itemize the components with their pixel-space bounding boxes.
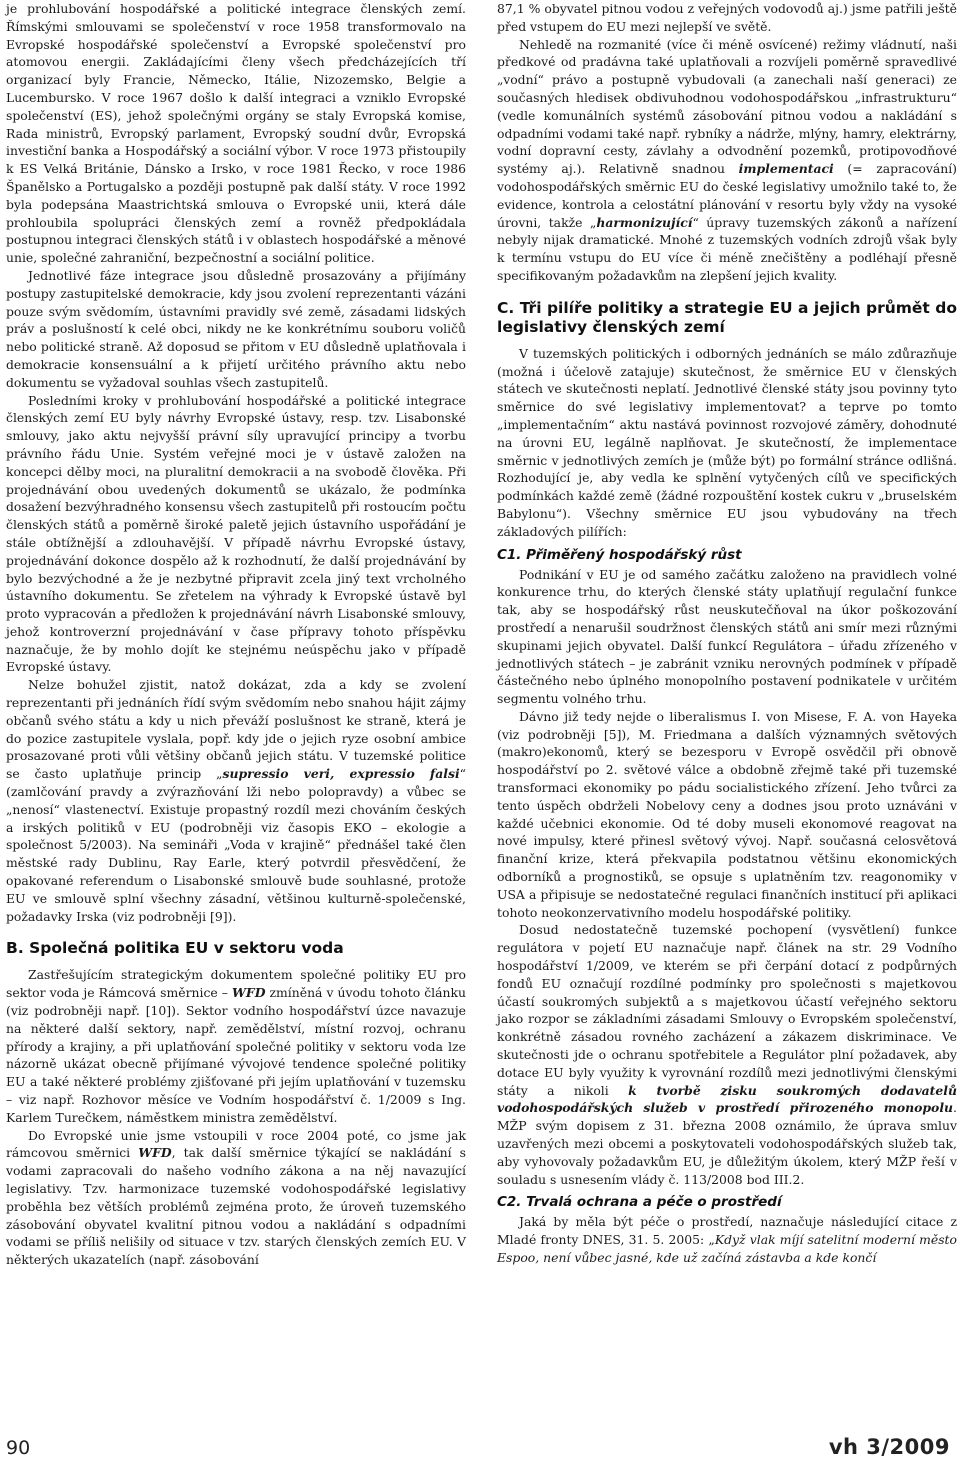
text-run: Dosud nedostatečně tuzemské pochopení (vysvětlení) funkce regulátora v pojetí EU naznačuje např. článek na str. 29 Vodního hospodářství 1/2009, ve kterém se při čerpání dotací z podpůrných fondů EU označují rozdílné podmínky pro společnosti s majetkovou účastí soukromých subjektů a s majetkovou účastí veřejného sektoru jako rozpor se základními zásadami Smlouvy o Evropském společenství, konkrétně zásadou rovného zacházení a zákazem diskriminace. Ve skutečnosti jde o ochranu spotřebitele a Regulátor plní požadavek, aby dotace EU byly využity k vyrovnání rozdílů mezi jednotlivými členskými státy a nikoli — [497, 922, 957, 1098]
paragraph: 87,1 % obyvatel pitnou vodou z veřejných vodovodů aj.) jsme patřili ještě před vstupem do EU mezi nejlepší ve světě. — [497, 1, 957, 34]
emphasis-text: supressio veri, expressio falsi — [222, 766, 460, 782]
paragraph: je prohlubování hospodářské a politické integrace členských zemí. Římskými smlouvami se společenství v roce 1958 transformovalo na Evropské hospodářské společenství a Evropské společenství pro atomovou energii. Zakládajícími členy všech předcházejících tří organizací byly Francie, Německo, Itálie, Nizozemsko, Belgie a Lucembursko. V roce 1967 došlo k další integraci a vzniklo Evropské společenství (ES), jehož společnými orgány se staly Evropská komise, Rada ministrů, Evropský parlament, Evropský soudní dvůr, Evropská investiční banka a Hospodářský a sociální výbor. V roce 1973 přistoupily k ES Velká Británie, Dánsko a Irsko, v roce 1981 Řecko, v roce 1986 Španělsko a Portugalsko a později postupně pak další státy. V roce 1992 byla podepsána Maastrichtská smlouva o Evropské unii, která dále prohloubila spolupráci členských zemí a rovněž předpokládala postupnou integraci členských států i v oblastech hospodářské a měnové unie, společné zahraniční, bezpečnostní a sociální politice. — [6, 1, 466, 266]
text-run: zmíněná v úvodu tohoto článku (viz podrobněji např. [10]). Sektor vodního hospodářství úzce navazuje na některé další sektory, např. zemědělství, místní rozvoj, ochranu přírody a krajiny, a při uplatňování společné politiky v sektoru voda lze názorně ukázat obecně přijímané vývojové tendence společné politiky EU a také některé problémy zjišťované při jejím uplatňování v tuzemsku – viz např. Rozhovor měsíce ve Vodním hospodářství č. 1/2009 s Ing. Karlem Turečkem, náměstkem ministra zemědělství. — [6, 985, 466, 1125]
paragraph: V tuzemských politických i odborných jednáních se málo zdůrazňuje (možná i účelově zatajuje) skutečnost, že směrnice EU v členských státech ve skutečnosti neplatí. Jednotlivé členské státy jsou povinny tyto směrnice do své legislativy implementovat? a teprve po tomto „implementačním“ aktu nastává povinnost rozvojové záměry, dohodnuté na úrovni EU, legálně naplňovat. Je skutečností, že implementace směrnic v jednotlivých zemích je (může být) po formální stránce odlišná. Rozhodující je, aby vedla ke splnění vytyčených cílů ve specifických podmínkách každé země (žádné rozpouštění kostek cukru v „bruselském Babylonu“). Všechny směrnice EU jsou vybudovány na třech základových pilířích: — [497, 345, 957, 539]
emphasis-text: harmonizující — [596, 214, 693, 230]
section-heading-c: C. Tři pilíře politiky a strategie EU a jejich průmět do legislativy členských zemí — [497, 298, 957, 336]
text-run: “ úpravy tuzemských zákonů a nařízení nebyly nijak dramatické. Mnohé z tuzemských vodních zdrojů však byly k termínu vstupu do EU více či méně znečištěny a podléhají přesně specifikovaným požadavkům na zlepšení jejich kvality. — [497, 214, 957, 283]
text-run: . MŽP svým dopisem z 31. března 2008 oznámilo, že úprava smluv uzavřených mezi obcemi a poskytovateli vodohospodářských služeb tak, aby vyhovovaly požadavkům EU, je důležitým úkolem, který MŽP řeší v souladu s usnesením vlády č. 113/2008 bod III.2. — [497, 1100, 957, 1187]
text-run: Zastřešujícím strategickým dokumentem společné politiky EU pro sektor voda je Rámcová směrnice – — [6, 967, 466, 1001]
quote-text: Když vlak míjí satelitní moderní město Espoo, není vůbec jasné, kde už začíná zástavba a kde končí — [497, 1232, 957, 1265]
text-run: (= zapracování) vodohospodářských směrnic EU do české legislativy umožnilo také to, že evidence, kontrola a celostátní plánování v resortu byly vždy na vysoké úrovni, takže „ — [497, 161, 957, 230]
subsection-heading-c1: C1. Přiměřený hospodářský růst — [497, 546, 742, 563]
paragraph: Posledními kroky v prohlubování hospodářské a politické integrace členských zemí EU byly návrhy Evropské ústavy, resp. tzv. Lisabonské smlouvy, jako aktu nejvyšší právní síly upravující principy a tvorbu právního řádu Unie. Systém veřejné moci je v ústavě založen na koncepci dělby moci, na pluralitní demokracii a na svobodě člověka. Při projednávání obou uvedených dokumentů se ukázalo, že podmínka dosažení bezvýhradného konsensu všech zastupitelů při rostoucím počtu členských států a poměrně široké paletě jejich ústavního uspořádání je stále obtížnější a zdlouhavější. V případě návrhu Evropské ústavy, projednávání dokonce dospělo až k rozhodnutí, že další projednávání by bylo bezvýchodné a že je nezbytné připravit zcela jiný text vrcholného ústavního dokumentu. Se zřetelem na výhrady k Evropské ústavě byl proto vypracován a předložen k projednávání návrh Lisabonské smlouvy, jehož kontroverzní projednávání v čase přípravy tohoto příspěvku naznačuje, že by mohlo dojít ke stejnému neúspěchu jako v případě Evropské ústavy. — [6, 392, 466, 675]
emphasis-text: k tvorbě zisku soukromých dodavatelů vodohospodářských služeb v prostředí přirozeného monopolu — [497, 1082, 957, 1116]
text-run: Jaká by měla být péče o prostředí, naznačuje následující citace z Mladé fronty DNES, 31. 5. 2005: „ — [497, 1214, 957, 1248]
left-column — [6, 0, 466, 1269]
emphasis-text: WFD — [138, 1145, 172, 1161]
section-heading-b: B. Společná politika EU v sektoru voda — [6, 939, 344, 958]
paragraph: Dávno již tedy nejde o liberalismus I. von Misese, F. A. von Hayeka (viz podrobněji [5]), M. Friedmana a dalších významných světových (makro)ekonomů, který se bezesporu v Evropě osvědčil při obnově hospodářství po 2. světové válce a obdobně zřejmě také při tuzemské transformaci ekonomiky po pádu socialistického zřízení. Jeho tvůrci za tento úspěch obdrželi Nobelovy ceny a dodnes jsou proto uznáváni v každé učebnici ekonomie. Od té doby museli ekonomové reagovat na nové impulsy, které přinesl světový vývoj. Např. současná celosvětová finanční krize, která překvapila podstatnou většinu ekonomických odborníků a prognostiků, se opsuje s uplatněním tzv. reagonomiky v USA a připisuje se nedostatečné regulaci finančních institucí při aplikaci tohoto neokonzervativního modelu hospodářské politiky. — [497, 708, 957, 920]
paragraph — [6, 676, 466, 925]
page-number: 90 — [6, 1437, 31, 1459]
text-run: “ (zamlčování pravdy a zvýrazňování lži nebo polopravdy) a vůbec se „nenosí“ vlastenectví. Existuje propastný rozdíl mezi chováním českých a irských politiků v EU (podrobněji viz časopis EKO – ekologie a společnost 5/2003). Na semináři „Voda v krajině“ přednášel také člen městské rady Dublinu, Ray Earle, který potvrdil přesvědčení, že opakované referendum o Lisabonské smlouvě bude souhlasné, protože EU ve smlouvě splní všechny zásadní, většinou kulturně-společenské, požadavky Irska (viz podrobněji [9]). — [6, 766, 467, 924]
paragraph — [497, 36, 957, 285]
paragraph — [6, 1127, 466, 1269]
emphasis-text: WFD — [232, 985, 266, 1001]
paragraph: Jednotlivé fáze integrace jsou důsledně prosazovány a přijímány postupy zastupitelské demokracie, kdy jsou zvolení reprezentanti vázáni pouze svým svědomím, ústavními pravidly své země, zásadami lidských práv a poslušností k celé obci, nikdy ne ke konkrétnímu souboru voličů nebo politické straně. Až doposud se přitom v EU důsledně uplatňovala i demokracie konsensuální a k přijetí určitého právního aktu nebo dokumentu se vyžadoval souhlas všech zastupitelů. — [6, 267, 466, 390]
paragraph — [497, 1213, 957, 1266]
paragraph: Podnikání v EU je od samého začátku založeno na pravidlech volné konkurence trhu, do kterých členské státy uplatňují regulační funkce tak, aby se hospodářský růst neuskutečňoval na úkor poškozování prostředí a nenarušil soudržnost členských států ani smír mezi různými skupinami jejich obyvatel. Další funkcí Regulátora – úřadu zřízeného v jednotlivých státech – je zabránit vzniku nerovných podmínek v případě částečného nebo úplného monopolního postavení podnikatele v určitém segmentu volného trhu. — [497, 566, 957, 707]
right-column — [497, 0, 957, 1267]
text-run: Nehledě na rozmanité (více či méně osvícené) režimy vládnutí, naši předkové od pradávna také uplatňovali a rozvíjeli poměrně spravedlivé „vodní“ právo a postupně vybudovali (a zanechali naší generaci) ze současných hledisek obdivuhodnou vodohospodářskou „infrastrukturu“ (vedle komunálních systémů zásobování pitnou vodou a nakládání s odpadními vodami také např. rybníky a nádrže, mlýny, hamry, elektrárny, vodní dopravní cesty, závlahy a odvodnění pozemků, protipovodňové systémy aj.). Relativně snadnou — [497, 36, 957, 177]
emphasis-text: implementaci — [738, 161, 834, 177]
journal-issue: vh 3/2009 — [828, 1435, 950, 1459]
paragraph — [6, 966, 466, 1126]
paragraph — [497, 921, 957, 1188]
text-run: , tak další směrnice týkající se nakládání s vodami zapracovali do našeho vodního zákona a na něj navazující legislativy. Tzv. harmonizace tuzemské vodohospodářské legislativy proběhla bez větších problémů zejména proto, že úroveň tuzemského zásobování obyvatel kvalitní pitnou vodou a nakládání s odpadními vodami se příliš nelišily od situace v tzv. starých členských zemích EU. V některých ukazatelích (např. zásobování — [6, 1145, 466, 1268]
text-run: Nelze bohužel zjistit, natož dokázat, zda a kdy se zvolení reprezentanti při jednáních řídí svým svědomím nebo snahou hájit zájmy občanů svého státu a kdy u nich převáží poslušnost ke straně, která je do pozice zastupitele vyslala, popř. kdy jde o jejich ryze osobní ambice prosazované proti vůli většiny občanů jejich státu. V tuzemské politice se často uplatňuje princip „ — [6, 677, 466, 782]
text-run: Do Evropské unie jsme vstoupili v roce 2004 poté, co jsme jak rámcovou směrnici — [6, 1127, 466, 1161]
subsection-heading-c2: C2. Trvalá ochrana a péče o prostředí — [497, 1194, 782, 1211]
